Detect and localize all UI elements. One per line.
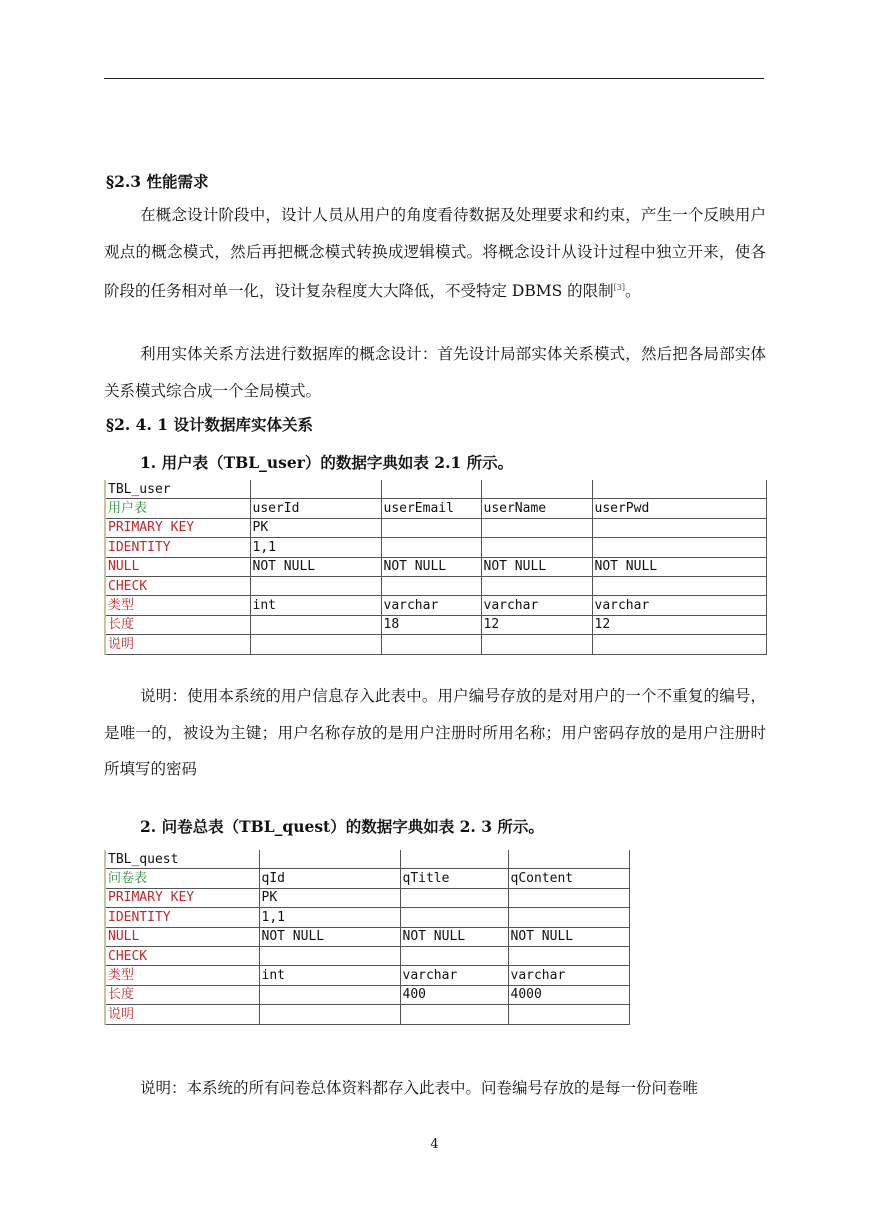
table-cell — [592, 518, 766, 537]
table-row — [105, 518, 766, 537]
table2-caption: 2. 问卷总表（TBL_quest）的数据字典如表 2. 3 所示。 — [140, 817, 544, 836]
subsection-heading: §2. 4. 1 设计数据库实体关系 — [106, 415, 313, 434]
table-cell — [400, 850, 508, 869]
row-label-cell: TBL_quest — [105, 850, 259, 869]
table-cell: varchar — [481, 596, 592, 615]
table-cell: varchar — [400, 966, 508, 985]
row-label-cell: PRIMARY KEY — [105, 888, 259, 907]
table-cell: qTitle — [400, 869, 508, 888]
table-cell — [250, 576, 381, 595]
table-cell: NOT NULL — [250, 557, 381, 576]
table-row — [105, 985, 629, 1004]
table-cell: PK — [259, 888, 400, 907]
table-cell — [592, 538, 766, 557]
table-row — [105, 946, 629, 965]
table-cell: 12 — [481, 615, 592, 634]
table-cell — [508, 888, 629, 907]
row-label-cell: 说明 — [105, 1005, 259, 1024]
table-cell — [592, 635, 766, 654]
citation-ref: [3] — [613, 283, 626, 292]
table-cell: 1,1 — [250, 538, 381, 557]
table-cell — [400, 946, 508, 965]
paragraph-er-method — [104, 336, 766, 409]
table-cell — [259, 850, 400, 869]
section-heading: §2.3 性能需求 — [106, 172, 209, 191]
table-row — [105, 480, 766, 499]
table-row — [105, 966, 629, 985]
table-row — [105, 888, 629, 907]
table-row — [105, 850, 629, 869]
table1-body — [105, 480, 766, 654]
table-cell: qId — [259, 869, 400, 888]
note-user-table — [104, 678, 766, 788]
note-quest-table — [104, 1070, 766, 1107]
user-data-dictionary-table — [104, 480, 767, 655]
table-cell: varchar — [592, 596, 766, 615]
table-cell — [508, 850, 629, 869]
paragraph-end: 。 — [625, 282, 641, 301]
table-cell — [481, 635, 592, 654]
table-cell — [381, 480, 481, 499]
table-row — [105, 908, 629, 927]
quest-data-dictionary-table — [104, 850, 630, 1025]
row-label-cell: IDENTITY — [105, 908, 259, 927]
table-cell: NOT NULL — [259, 927, 400, 946]
table-cell: 400 — [400, 985, 508, 1004]
table-cell: varchar — [508, 966, 629, 985]
table-cell — [381, 538, 481, 557]
table-cell — [481, 480, 592, 499]
table-cell — [481, 538, 592, 557]
table-cell: qContent — [508, 869, 629, 888]
paragraph-text: 在概念设计阶段中，设计人员从用户的角度看待数据及处理要求和约束，产生一个反映用户观点的概念模式，然后再把概念模式转换成逻辑模式。将概念设计从设计过程中独立开来，使各阶段的任务相对单一化，设计复杂程度大大降低，不受特定 DBMS 的限制 — [104, 206, 766, 301]
table-row — [105, 615, 766, 634]
table-row — [105, 499, 766, 518]
table-cell — [508, 908, 629, 927]
table-cell: NOT NULL — [592, 557, 766, 576]
table-row — [105, 635, 766, 654]
table-cell: NOT NULL — [508, 927, 629, 946]
table-cell — [259, 1005, 400, 1024]
table-cell — [592, 576, 766, 595]
table-cell: userName — [481, 499, 592, 518]
table-cell: 4000 — [508, 985, 629, 1004]
table2-body — [105, 850, 629, 1024]
table-cell — [259, 985, 400, 1004]
table-cell: NOT NULL — [381, 557, 481, 576]
row-label-cell: 类型 — [105, 596, 250, 615]
row-label-cell: TBL_user — [105, 480, 250, 499]
table1-caption: 1. 用户表（TBL_user）的数据字典如表 2.1 所示。 — [140, 453, 514, 472]
row-label-cell: 长度 — [105, 985, 259, 1004]
row-label-cell: 用户表 — [105, 499, 250, 518]
row-label-cell: CHECK — [105, 946, 259, 965]
paragraph-concept-design — [104, 197, 766, 310]
table-cell: int — [259, 966, 400, 985]
table-row — [105, 927, 629, 946]
table-cell — [508, 1005, 629, 1024]
row-label-cell: NULL — [105, 557, 250, 576]
table-cell: NOT NULL — [400, 927, 508, 946]
table-cell: userPwd — [592, 499, 766, 518]
row-label-cell: 问卷表 — [105, 869, 259, 888]
table-cell: 1,1 — [259, 908, 400, 927]
table-cell — [259, 946, 400, 965]
table-cell — [400, 908, 508, 927]
table-row — [105, 596, 766, 615]
table-cell: int — [250, 596, 381, 615]
paragraph-text: 说明：使用本系统的用户信息存入此表中。用户编号存放的是对用户的一个不重复的编号，是唯一的，被设为主键；用户名称存放的是用户注册时所用名称；用户密码存放的是用户注册时所填写的密码 — [104, 687, 766, 778]
table-cell — [400, 888, 508, 907]
table-cell — [250, 615, 381, 634]
table-cell: varchar — [381, 596, 481, 615]
table-row — [105, 1005, 629, 1024]
table-cell — [250, 480, 381, 499]
header-rule — [104, 78, 764, 79]
table-cell — [481, 518, 592, 537]
table-cell — [250, 635, 381, 654]
table-cell: userId — [250, 499, 381, 518]
table-cell: 12 — [592, 615, 766, 634]
row-label-cell: IDENTITY — [105, 538, 250, 557]
table-cell: 18 — [381, 615, 481, 634]
table-row — [105, 576, 766, 595]
table-cell — [508, 946, 629, 965]
table-cell — [381, 635, 481, 654]
table-row — [105, 538, 766, 557]
table-cell — [381, 576, 481, 595]
table-cell — [481, 576, 592, 595]
paragraph-text: 说明：本系统的所有问卷总体资料都存入此表中。问卷编号存放的是每一份问卷唯 — [140, 1079, 699, 1097]
table-row — [105, 869, 629, 888]
paragraph-text: 利用实体关系方法进行数据库的概念设计：首先设计局部实体关系模式，然后把各局部实体关系模式综合成一个全局模式。 — [104, 345, 766, 400]
table-cell — [592, 480, 766, 499]
page-number: 4 — [430, 1137, 439, 1152]
table-cell: userEmail — [381, 499, 481, 518]
row-label-cell: NULL — [105, 927, 259, 946]
row-label-cell: 长度 — [105, 615, 250, 634]
row-label-cell: 类型 — [105, 966, 259, 985]
row-label-cell: 说明 — [105, 635, 250, 654]
table-cell: NOT NULL — [481, 557, 592, 576]
row-label-cell: CHECK — [105, 576, 250, 595]
table-cell — [381, 518, 481, 537]
row-label-cell: PRIMARY KEY — [105, 518, 250, 537]
table-row — [105, 557, 766, 576]
table-cell — [400, 1005, 508, 1024]
table-cell: PK — [250, 518, 381, 537]
